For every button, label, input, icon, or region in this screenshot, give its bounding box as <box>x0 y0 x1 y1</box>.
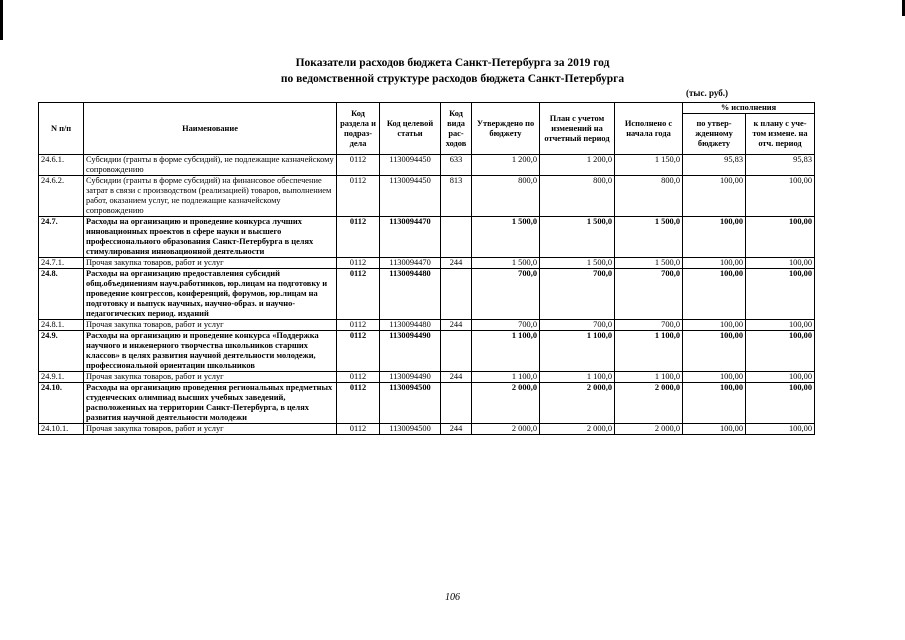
row-executed: 700,0 <box>615 269 683 320</box>
col-pct-group-header: % исполнения <box>683 103 815 114</box>
row-pct-plan: 100,00 <box>746 331 815 372</box>
table-row <box>39 320 815 331</box>
table-body <box>39 155 815 435</box>
col-plan-header: План с учетом изменений на отчетный период <box>540 103 615 155</box>
row-executed: 2 000,0 <box>615 424 683 435</box>
row-plan: 2 000,0 <box>540 424 615 435</box>
row-name: Прочая закупка товаров, работ и услуг <box>84 424 337 435</box>
document-title: Показатели расходов бюджета Санкт-Петербурга за 2019 год <box>295 57 610 69</box>
row-approved: 1 500,0 <box>472 217 540 258</box>
row-pct-plan: 100,00 <box>746 258 815 269</box>
table-row <box>39 176 815 217</box>
row-section: 0112 <box>337 320 380 331</box>
row-section: 0112 <box>337 372 380 383</box>
row-executed: 1 100,0 <box>615 372 683 383</box>
row-executed: 1 100,0 <box>615 331 683 372</box>
row-num: 24.6.2. <box>39 176 84 217</box>
table-row <box>39 269 815 320</box>
table-row <box>39 331 815 372</box>
row-pct-approved: 100,00 <box>683 269 746 320</box>
col-pct-approved-header: по утвер-жденному бюджету <box>683 114 746 155</box>
row-target: 1130094480 <box>380 320 441 331</box>
row-pct-approved: 100,00 <box>683 176 746 217</box>
row-executed: 700,0 <box>615 320 683 331</box>
row-plan: 1 500,0 <box>540 258 615 269</box>
row-target: 1130094450 <box>380 155 441 176</box>
row-exptype <box>441 383 472 424</box>
row-target: 1130094470 <box>380 217 441 258</box>
table-row <box>39 217 815 258</box>
row-name: Расходы на организацию и проведение конкурса «Поддержка научного и инженерного творчества школьников старших классов» в целях развития научной деятельности молодежи, профессиональной ориентации школьников <box>84 331 337 372</box>
row-approved: 2 000,0 <box>472 424 540 435</box>
row-plan: 2 000,0 <box>540 383 615 424</box>
units-label: (тыс. руб.) <box>686 88 728 98</box>
row-approved: 1 200,0 <box>472 155 540 176</box>
col-exptype-header: Код вида рас-ходов <box>441 103 472 155</box>
row-name: Прочая закупка товаров, работ и услуг <box>84 372 337 383</box>
row-executed: 1 500,0 <box>615 258 683 269</box>
col-target-header: Код целевой статьи <box>380 103 441 155</box>
row-exptype: 633 <box>441 155 472 176</box>
row-section: 0112 <box>337 155 380 176</box>
row-pct-approved: 100,00 <box>683 320 746 331</box>
table-row <box>39 258 815 269</box>
row-pct-plan: 100,00 <box>746 424 815 435</box>
row-exptype: 244 <box>441 372 472 383</box>
table-header <box>39 103 815 155</box>
scan-edge-mark-left <box>0 0 3 40</box>
row-approved: 700,0 <box>472 320 540 331</box>
col-executed-header: Исполнено с начала года <box>615 103 683 155</box>
row-pct-plan: 95,83 <box>746 155 815 176</box>
row-pct-approved: 100,00 <box>683 217 746 258</box>
row-approved: 1 100,0 <box>472 372 540 383</box>
row-plan: 700,0 <box>540 320 615 331</box>
row-exptype <box>441 269 472 320</box>
row-plan: 700,0 <box>540 269 615 320</box>
row-exptype: 244 <box>441 258 472 269</box>
row-pct-approved: 100,00 <box>683 424 746 435</box>
row-num: 24.7. <box>39 217 84 258</box>
expenditure-table <box>38 102 815 435</box>
row-name: Субсидии (гранты в форме субсидий) на финансовое обеспечение затрат в связи с производством (реализацией) товаров, выполнением работ, оказанием услуг, не подлежащие казначейскому сопровождению <box>84 176 337 217</box>
row-num: 24.6.1. <box>39 155 84 176</box>
row-num: 24.8. <box>39 269 84 320</box>
row-name: Прочая закупка товаров, работ и услуг <box>84 320 337 331</box>
row-exptype <box>441 217 472 258</box>
row-num: 24.7.1. <box>39 258 84 269</box>
row-section: 0112 <box>337 383 380 424</box>
row-section: 0112 <box>337 269 380 320</box>
row-section: 0112 <box>337 176 380 217</box>
row-target: 1130094450 <box>380 176 441 217</box>
col-name-header: Наименование <box>84 103 337 155</box>
row-pct-plan: 100,00 <box>746 320 815 331</box>
row-approved: 2 000,0 <box>472 383 540 424</box>
row-plan: 1 200,0 <box>540 155 615 176</box>
row-num: 24.8.1. <box>39 320 84 331</box>
row-name: Расходы на организацию и проведение конкурса лучших инновационных проектов в сфере науки и высшего профессионального образования Санкт-Петербурга в целях стимулирования инновационной деятельности <box>84 217 337 258</box>
row-num: 24.10.1. <box>39 424 84 435</box>
row-approved: 800,0 <box>472 176 540 217</box>
table-row <box>39 155 815 176</box>
table-row <box>39 372 815 383</box>
row-section: 0112 <box>337 258 380 269</box>
row-target: 1130094470 <box>380 258 441 269</box>
row-target: 1130094480 <box>380 269 441 320</box>
row-num: 24.9. <box>39 331 84 372</box>
row-pct-approved: 100,00 <box>683 372 746 383</box>
table-row <box>39 424 815 435</box>
row-executed: 1 150,0 <box>615 155 683 176</box>
row-target: 1130094500 <box>380 424 441 435</box>
row-approved: 1 500,0 <box>472 258 540 269</box>
row-pct-plan: 100,00 <box>746 217 815 258</box>
row-name: Расходы на организацию предоставления субсидий общ.объединениям науч.работников, юр.лицам на подготовку и проведение конгрессов, конференций, форумов, юр.лицам на подготовку и выпуск научных, научно-образ. и научно-педагогических период. изданий <box>84 269 337 320</box>
document-subtitle: по ведомственной структуре расходов бюджета Санкт-Петербурга <box>280 73 625 85</box>
row-pct-plan: 100,00 <box>746 383 815 424</box>
row-exptype: 813 <box>441 176 472 217</box>
row-pct-plan: 100,00 <box>746 372 815 383</box>
row-plan: 1 100,0 <box>540 331 615 372</box>
row-num: 24.10. <box>39 383 84 424</box>
row-plan: 800,0 <box>540 176 615 217</box>
table-row <box>39 383 815 424</box>
row-target: 1130094500 <box>380 383 441 424</box>
row-num: 24.9.1. <box>39 372 84 383</box>
row-plan: 1 100,0 <box>540 372 615 383</box>
row-approved: 700,0 <box>472 269 540 320</box>
row-target: 1130094490 <box>380 331 441 372</box>
row-exptype: 244 <box>441 320 472 331</box>
row-pct-plan: 100,00 <box>746 269 815 320</box>
row-section: 0112 <box>337 331 380 372</box>
row-section: 0112 <box>337 217 380 258</box>
col-approved-header: Утверждено по бюджету <box>472 103 540 155</box>
row-plan: 1 500,0 <box>540 217 615 258</box>
page-number: 106 <box>445 592 460 603</box>
row-exptype: 244 <box>441 424 472 435</box>
row-executed: 1 500,0 <box>615 217 683 258</box>
row-pct-approved: 100,00 <box>683 258 746 269</box>
row-name: Прочая закупка товаров, работ и услуг <box>84 258 337 269</box>
row-pct-approved: 95,83 <box>683 155 746 176</box>
row-approved: 1 100,0 <box>472 331 540 372</box>
col-section-header: Код раздела и подраз-дела <box>337 103 380 155</box>
row-name: Расходы на организацию проведения региональных предметных студенческих олимпиад высших учебных заведений, расположенных на территории Санкт-Петербурга, в целях развития научной деятельности молодежи <box>84 383 337 424</box>
row-pct-plan: 100,00 <box>746 176 815 217</box>
col-num-header: N п/п <box>39 103 84 155</box>
col-pct-plan-header: к плану с уче-том измене. на отч. период <box>746 114 815 155</box>
row-exptype <box>441 331 472 372</box>
row-executed: 2 000,0 <box>615 383 683 424</box>
row-pct-approved: 100,00 <box>683 383 746 424</box>
row-executed: 800,0 <box>615 176 683 217</box>
row-section: 0112 <box>337 424 380 435</box>
row-target: 1130094490 <box>380 372 441 383</box>
row-name: Субсидии (гранты в форме субсидий), не подлежащие казначейскому сопровождению <box>84 155 337 176</box>
row-pct-approved: 100,00 <box>683 331 746 372</box>
